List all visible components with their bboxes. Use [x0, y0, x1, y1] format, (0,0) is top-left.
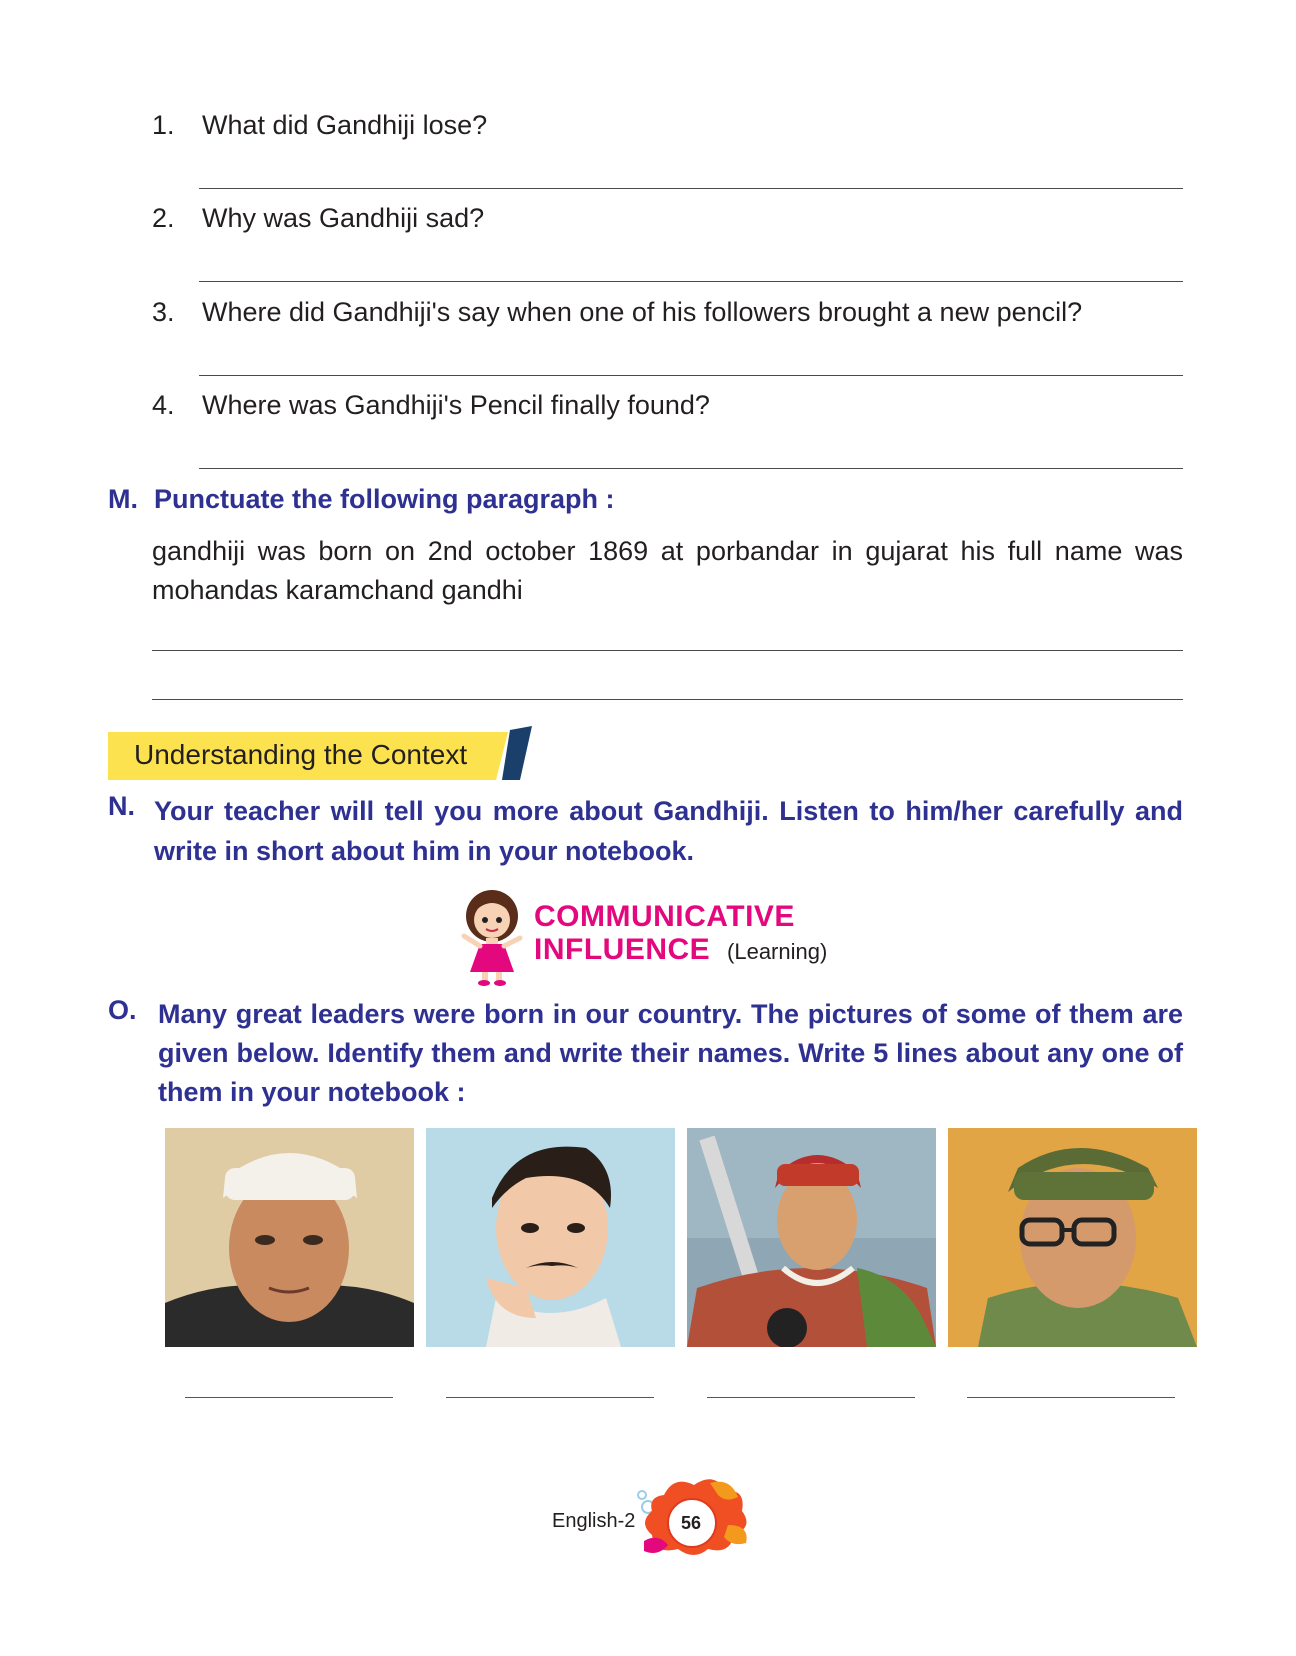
- name-answer-line-2[interactable]: [446, 1397, 654, 1398]
- name-answer-line-4[interactable]: [967, 1397, 1175, 1398]
- question-2: [152, 203, 1152, 239]
- section-m-instruction: Punctuate the following paragraph :: [154, 484, 615, 514]
- communicative-sub: (Learning): [727, 939, 828, 964]
- communicative-line2-wrap: [534, 933, 827, 968]
- question-text: What did Gandhiji lose?: [202, 110, 488, 140]
- question-text: Where was Gandhiji's Pencil finally found?: [202, 390, 710, 420]
- answer-line-2[interactable]: [199, 281, 1183, 282]
- question-text: Where did Gandhiji's say when one of his followers brought a new pencil?: [202, 297, 1083, 327]
- banner-title: Understanding the Context: [134, 739, 468, 770]
- leader-photo-2: [426, 1128, 675, 1347]
- name-answer-line-1[interactable]: [185, 1397, 393, 1398]
- section-n-instruction: Your teacher will tell you more about Gandhiji. Listen to him/her carefully and write in short about him in your notebook.: [154, 796, 1183, 866]
- section-letter: O.: [108, 995, 137, 1025]
- communicative-title: [534, 900, 827, 968]
- section-letter: N.: [108, 791, 135, 821]
- communicative-line1: COMMUNICATIVE: [534, 900, 795, 933]
- answer-line-1[interactable]: [199, 188, 1183, 189]
- communicative-influence-block: [456, 886, 876, 986]
- question-number: 4.: [152, 390, 175, 420]
- page-number: 56: [681, 1513, 702, 1533]
- section-m-heading: [108, 484, 1188, 520]
- leader-portrait-white-cap: [165, 1128, 414, 1347]
- leader-portrait-warrior-queen: [687, 1128, 936, 1347]
- question-number: 2.: [152, 203, 175, 233]
- question-number: 3.: [152, 297, 175, 327]
- answer-line-3[interactable]: [199, 375, 1183, 376]
- leader-photo-3: [687, 1128, 936, 1347]
- question-number: 1.: [152, 110, 175, 140]
- name-answer-line-3[interactable]: [707, 1397, 915, 1398]
- leader-portrait-military-cap: [948, 1128, 1197, 1347]
- punctuate-line-2[interactable]: [152, 699, 1183, 700]
- leader-portrait-moustache: [426, 1128, 675, 1347]
- girl-mascot-icon: [456, 886, 528, 986]
- leader-photo-1: [165, 1128, 414, 1347]
- answer-line-4[interactable]: [199, 468, 1183, 469]
- question-1: [152, 110, 1152, 146]
- communicative-line2: INFLUENCE: [534, 933, 711, 966]
- section-o-instruction: Many great leaders were born in our country. The pictures of some of them are given below. Identify them and write their names. Write 5 lines about any one of them in your notebook :: [158, 999, 1183, 1107]
- page-number-badge: [634, 1475, 754, 1557]
- question-4: [152, 390, 1152, 426]
- section-letter: M.: [108, 484, 138, 514]
- section-m-paragraph: gandhiji was born on 2nd october 1869 at porbandar in gujarat his full name was mohandas karamchand gandhi: [152, 536, 1183, 605]
- section-banner: [108, 726, 538, 780]
- question-text: Why was Gandhiji sad?: [202, 203, 485, 233]
- book-label: English-2: [552, 1510, 636, 1532]
- leader-photo-4: [948, 1128, 1197, 1347]
- question-3: [152, 297, 1212, 333]
- punctuate-line-1[interactable]: [152, 650, 1183, 651]
